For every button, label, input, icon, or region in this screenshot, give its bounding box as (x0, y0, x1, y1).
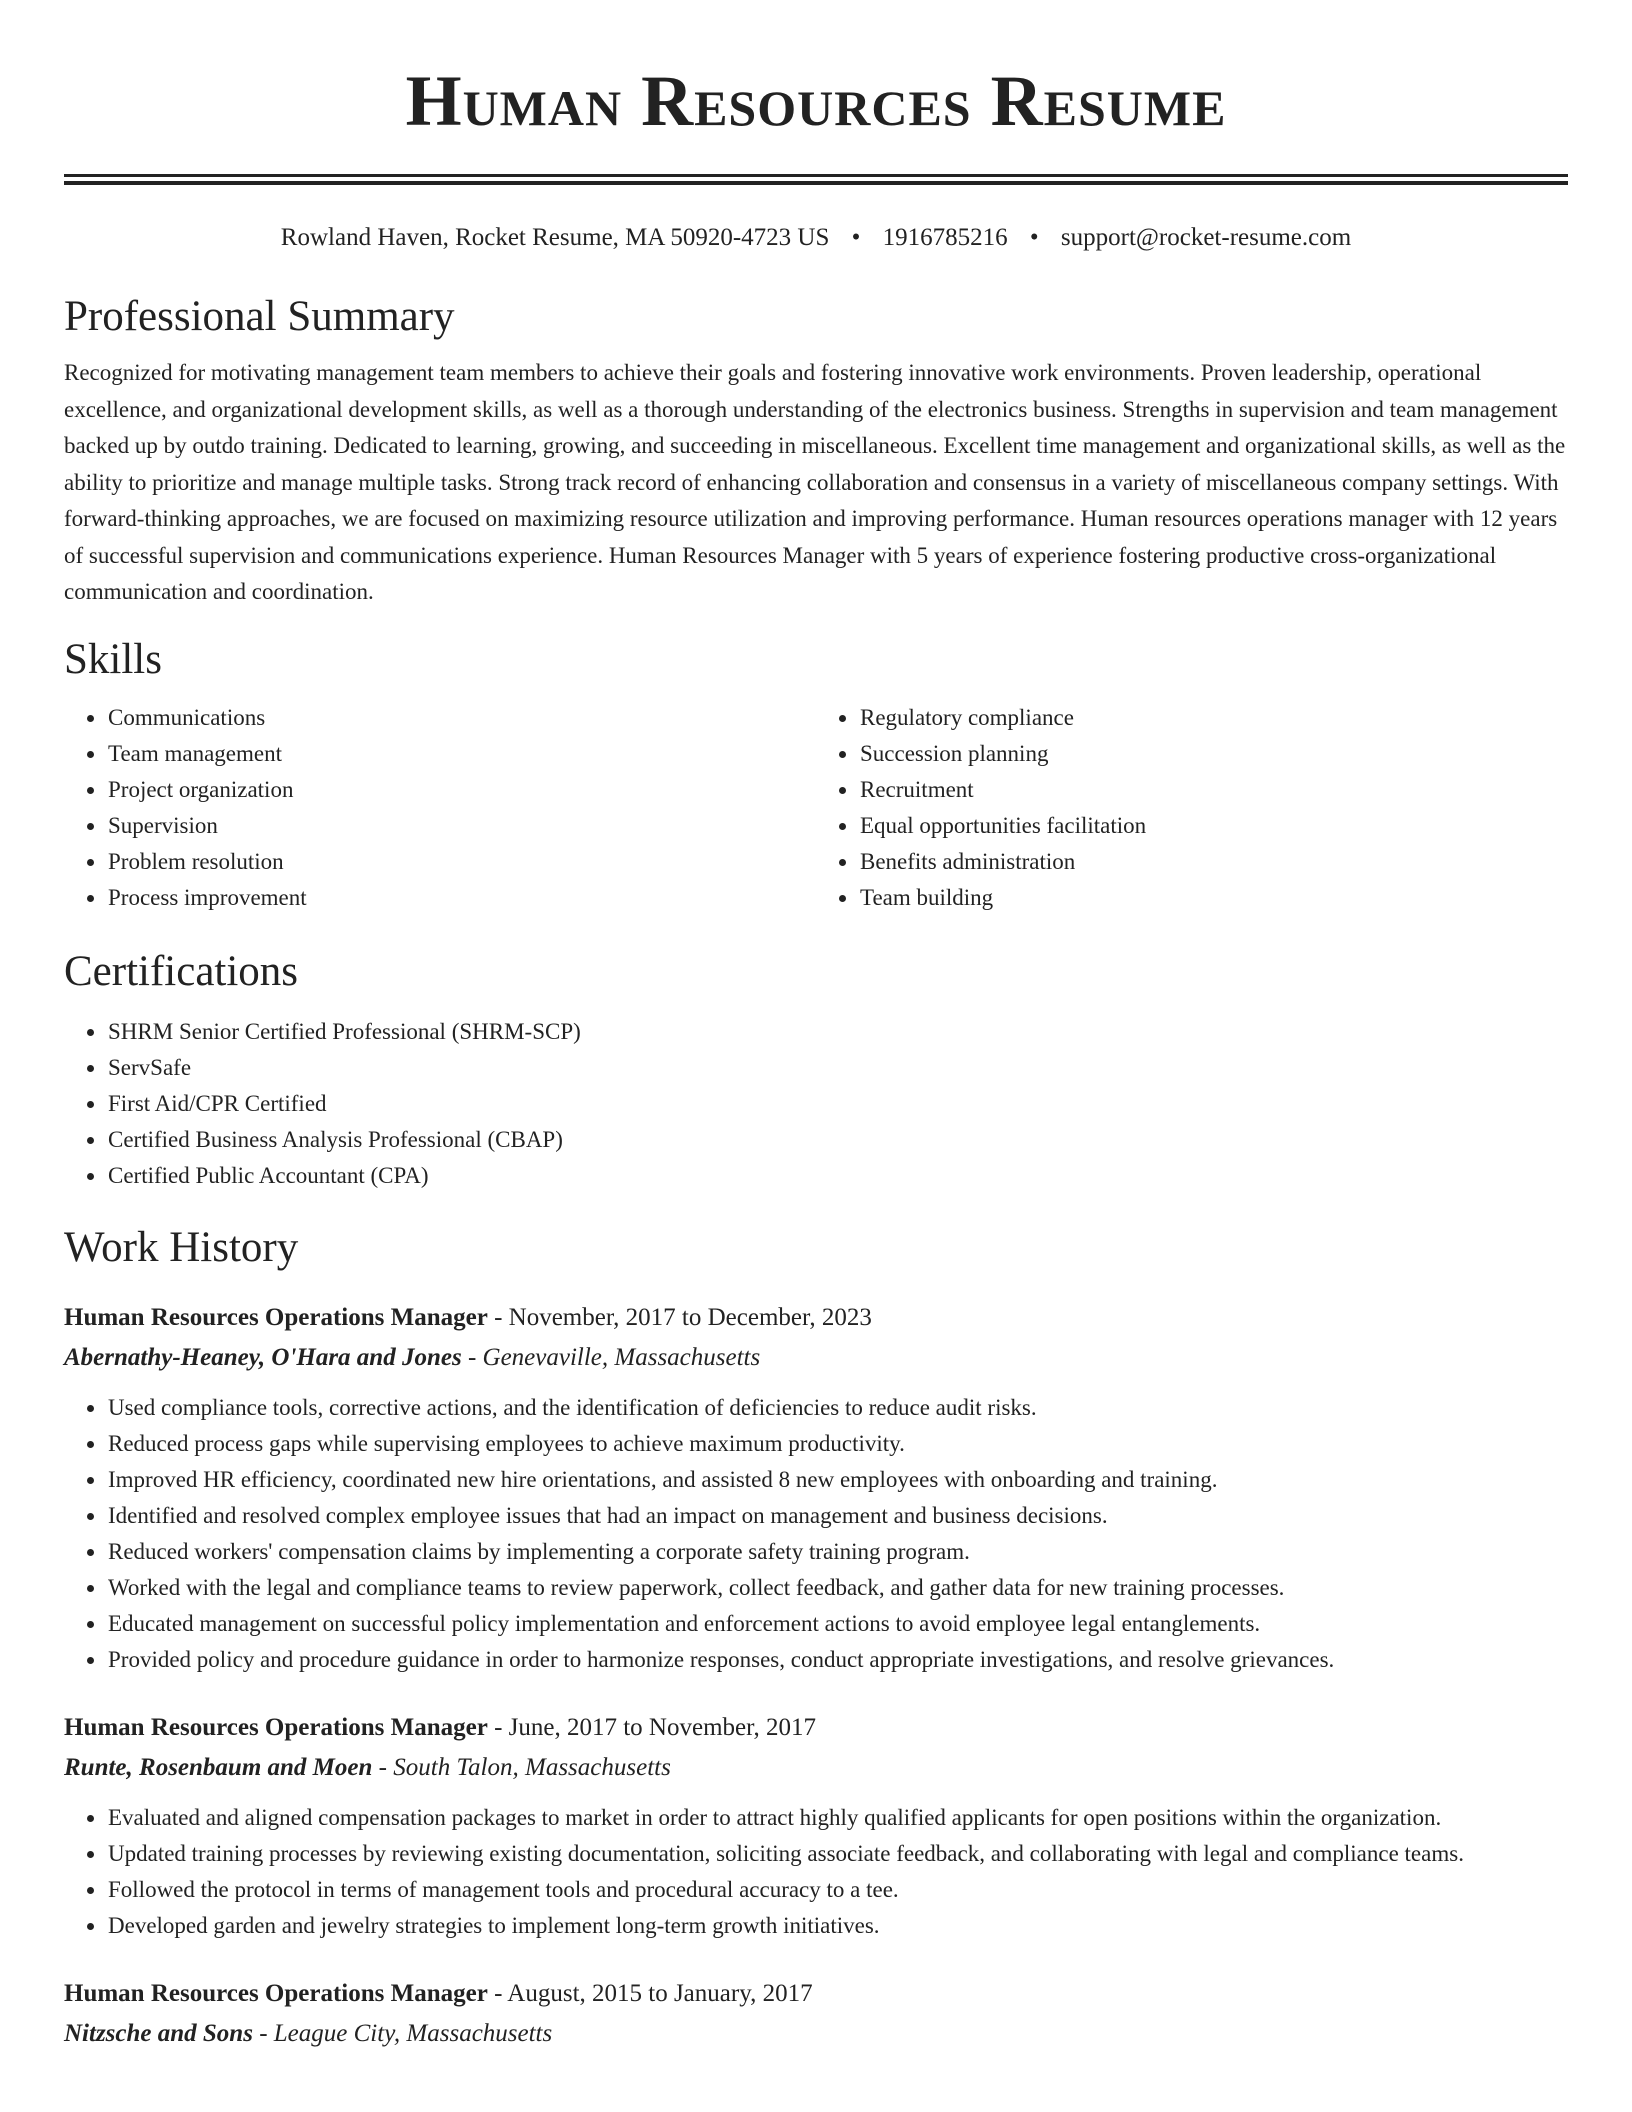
skill-item: • Process improvement (107, 880, 816, 916)
job-bullet: • Evaluated and aligned compensation packages to market in order to attract highly qualified applicants for open positions within the organization. (107, 1800, 1568, 1836)
certifications-list (64, 1014, 1568, 1194)
skill-item: • Problem resolution (107, 844, 816, 880)
skills-heading: Skills (64, 635, 162, 683)
job-entry (64, 1710, 1568, 1944)
summary-heading: Professional Summary (64, 293, 455, 340)
skills-section (64, 634, 1568, 916)
skill-item: • Project organization (107, 772, 816, 808)
job-bullets (64, 1390, 1568, 1678)
job-bullet: • Followed the protocol in terms of management tools and procedural accuracy to a tee. (107, 1872, 1568, 1908)
job-location: South Talon, Massachusetts (393, 1753, 671, 1781)
job-dates: November, 2017 to December, 2023 (508, 1303, 872, 1331)
job-bullet: • Reduced workers' compensation claims by implementing a corporate safety training program. (107, 1534, 1568, 1570)
job-title-line: Human Resources Operations Manager - June, 2017 to November, 2017 (64, 1713, 816, 1741)
job-company: Nitzsche and Sons (64, 2019, 253, 2047)
job-entry (64, 1300, 1568, 1678)
job-company: Runte, Rosenbaum and Moen (64, 1753, 373, 1781)
skill-item: • Supervision (107, 808, 816, 844)
skill-item: • Recruitment (859, 772, 1568, 808)
certification-item: • SHRM Senior Certified Professional (SHRM-SCP) (107, 1014, 1568, 1050)
job-entry (64, 1976, 1568, 2052)
job-dates: August, 2015 to January, 2017 (507, 1979, 813, 2007)
job-company: Abernathy-Heaney, O'Hara and Jones (64, 1343, 462, 1371)
contact-separator: • (1029, 224, 1039, 251)
summary-section (64, 291, 1568, 611)
job-bullet: • Updated training processes by reviewing existing documentation, soliciting associate feedback, and collaborating with legal and compliance teams. (107, 1836, 1568, 1872)
job-bullet: • Used compliance tools, corrective actions, and the identification of deficiencies to reduce audit risks. (107, 1390, 1568, 1426)
job-bullet: • Reduced process gaps while supervising employees to achieve maximum productivity. (107, 1426, 1568, 1462)
job-company-line: Abernathy-Heaney, O'Hara and Jones - Genevaville, Massachusetts (64, 1343, 761, 1371)
job-bullet: • Developed garden and jewelry strategies to implement long-term growth initiatives. (107, 1908, 1568, 1944)
contact-address: Rowland Haven, Rocket Resume, MA 50920-4723 US (280, 224, 830, 251)
job-location: League City, Massachusetts (273, 2019, 553, 2047)
certifications-heading: Certifications (64, 947, 299, 995)
title-divider (64, 174, 1568, 185)
skill-item: • Team building (859, 880, 1568, 916)
job-title: Human Resources Operations Manager (64, 1713, 488, 1741)
summary-text: Recognized for motivating management team members to achieve their goals and fostering innovative work environments. Proven leadership, operational excellence, and organizational development skills, as well as a thorough understanding of the electronics business. Strengths in supervision and team management backed up by outdo training. Dedicated to learning, growing, and succeeding in miscellaneous. Excellent time management and organizational skills, as well as the ability to prioritize and manage multiple tasks. Strong track record of enhancing collaboration and consensus in a variety of miscellaneous company settings. With forward-thinking approaches, we are focused on maximizing resource utilization and improving performance. Human resources operations manager with 12 years of successful supervision and communications experience. Human Resources Manager with 5 years of experience fostering productive cross-organizational communication and coordination. (64, 360, 1566, 604)
job-bullet: • Identified and resolved complex employee issues that had an impact on management and business decisions. (107, 1498, 1568, 1534)
job-bullet: • Educated management on successful policy implementation and enforcement actions to avoid employee legal entanglements. (107, 1606, 1568, 1642)
certification-item: • ServSafe (107, 1050, 1568, 1086)
certifications-section (64, 946, 1568, 1194)
job-company-line: Runte, Rosenbaum and Moen - South Talon, Massachusetts (64, 1753, 671, 1781)
skills-list-left (64, 700, 816, 916)
contact-email: support@rocket-resume.com (1060, 224, 1352, 251)
job-title: Human Resources Operations Manager (64, 1979, 488, 2007)
job-bullet: • Worked with the legal and compliance teams to review paperwork, collect feedback, and gather data for new training processes. (107, 1570, 1568, 1606)
certification-item: • Certified Business Analysis Professional (CBAP) (107, 1122, 1568, 1158)
job-dates: June, 2017 to November, 2017 (508, 1713, 816, 1741)
certification-item: • First Aid/CPR Certified (107, 1086, 1568, 1122)
skill-item: • Benefits administration (859, 844, 1568, 880)
resume-title: Human Resources Resume (405, 61, 1227, 141)
skill-item: • Regulatory compliance (859, 700, 1568, 736)
work-history-heading: Work History (64, 1223, 299, 1271)
certification-item: • Certified Public Accountant (CPA) (107, 1158, 1568, 1194)
contact-separator: • (851, 224, 861, 251)
job-company-line: Nitzsche and Sons - League City, Massachusetts (64, 2019, 553, 2047)
job-title-line: Human Resources Operations Manager - August, 2015 to January, 2017 (64, 1979, 813, 2007)
job-bullet: • Provided policy and procedure guidance in order to harmonize responses, conduct appropriate investigations, and resolve grievances. (107, 1642, 1568, 1678)
skill-item: • Communications (107, 700, 816, 736)
job-location: Genevaville, Massachusetts (482, 1343, 761, 1371)
job-bullets (64, 1800, 1568, 1944)
skill-item: • Succession planning (859, 736, 1568, 772)
contact-line (64, 221, 1568, 255)
job-bullet: • Improved HR efficiency, coordinated new hire orientations, and assisted 8 new employees with onboarding and training. (107, 1462, 1568, 1498)
skills-columns (64, 700, 1568, 916)
work-history-section (64, 1222, 1568, 2052)
skill-item: • Equal opportunities facilitation (859, 808, 1568, 844)
job-title-line: Human Resources Operations Manager - November, 2017 to December, 2023 (64, 1303, 872, 1331)
skill-item: • Team management (107, 736, 816, 772)
contact-phone: 1916785216 (882, 224, 1008, 251)
job-title: Human Resources Operations Manager (64, 1303, 488, 1331)
skills-list-right (816, 700, 1568, 916)
